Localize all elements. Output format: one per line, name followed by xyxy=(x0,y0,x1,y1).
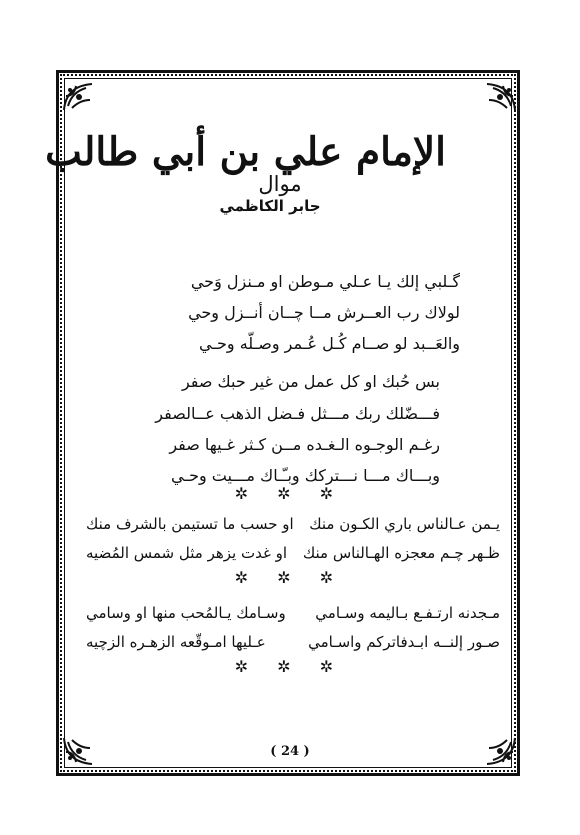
couplet-left: وسـامك يـالمُحب منها او وسامي xyxy=(86,604,286,622)
poem-title: الإمام علي بن أبي طالب xyxy=(45,129,446,175)
verse-line: وبـــاك مـــا نـــتركك وبـّـاك مـــيت وحـي xyxy=(171,466,440,485)
stars-divider: ✲ ✲ ✲ xyxy=(234,657,346,676)
corner-ornament-icon xyxy=(483,82,517,112)
corner-ornament-icon xyxy=(62,82,96,112)
verse-line: لولاك رب العــرش مــا چــان أنــزل وحي xyxy=(188,303,460,322)
poet-name: جابر الكاظمي xyxy=(219,197,321,215)
verse-line: گـلبي إلك يـا عـلي مـوطن او مـنزل وَحي xyxy=(190,272,460,291)
verse-line: رغـم الوجـوه الـغـده مــن كـثر غـيها صفر xyxy=(169,435,440,454)
couplet-left: عـليها امـوقّعه الزهـره الزچيه xyxy=(86,633,266,651)
couplet-right: يـمن عـالناس باري الكـون منك xyxy=(309,515,500,533)
couplet-right: ظـهر چـم معجزه الهـالناس منك xyxy=(302,544,500,562)
verse-line: فـــضّلك ربك مـــثل فـضل الذهب عــالصفر xyxy=(155,404,440,423)
couplet-right: صـور إلنــه ابـدفاتركم واسـامي xyxy=(308,633,500,651)
couplet-left: او غدت يزهر مثل شمس المُضيه xyxy=(86,544,287,562)
verse-line: والعَــبد لو صــام كُـل عُـمر وصـلّه وحـي xyxy=(198,334,460,353)
couplet-right: مـجدنه ارتـفـع بـاليمه وسـامي xyxy=(315,604,500,622)
stars-divider: ✲ ✲ ✲ xyxy=(234,568,346,587)
corner-ornament-icon xyxy=(483,736,517,766)
verse-line: بس حُبك او كل عمل من غير حبك صفر xyxy=(181,372,440,391)
corner-ornament-icon xyxy=(62,736,96,766)
couplet-left: او حسب ما تستيمن بالشرف منك xyxy=(86,515,294,533)
stars-divider: ✲ ✲ ✲ xyxy=(234,484,346,503)
page-number: ( 24 ) xyxy=(270,744,310,759)
poem-subtitle: موال xyxy=(258,172,302,196)
